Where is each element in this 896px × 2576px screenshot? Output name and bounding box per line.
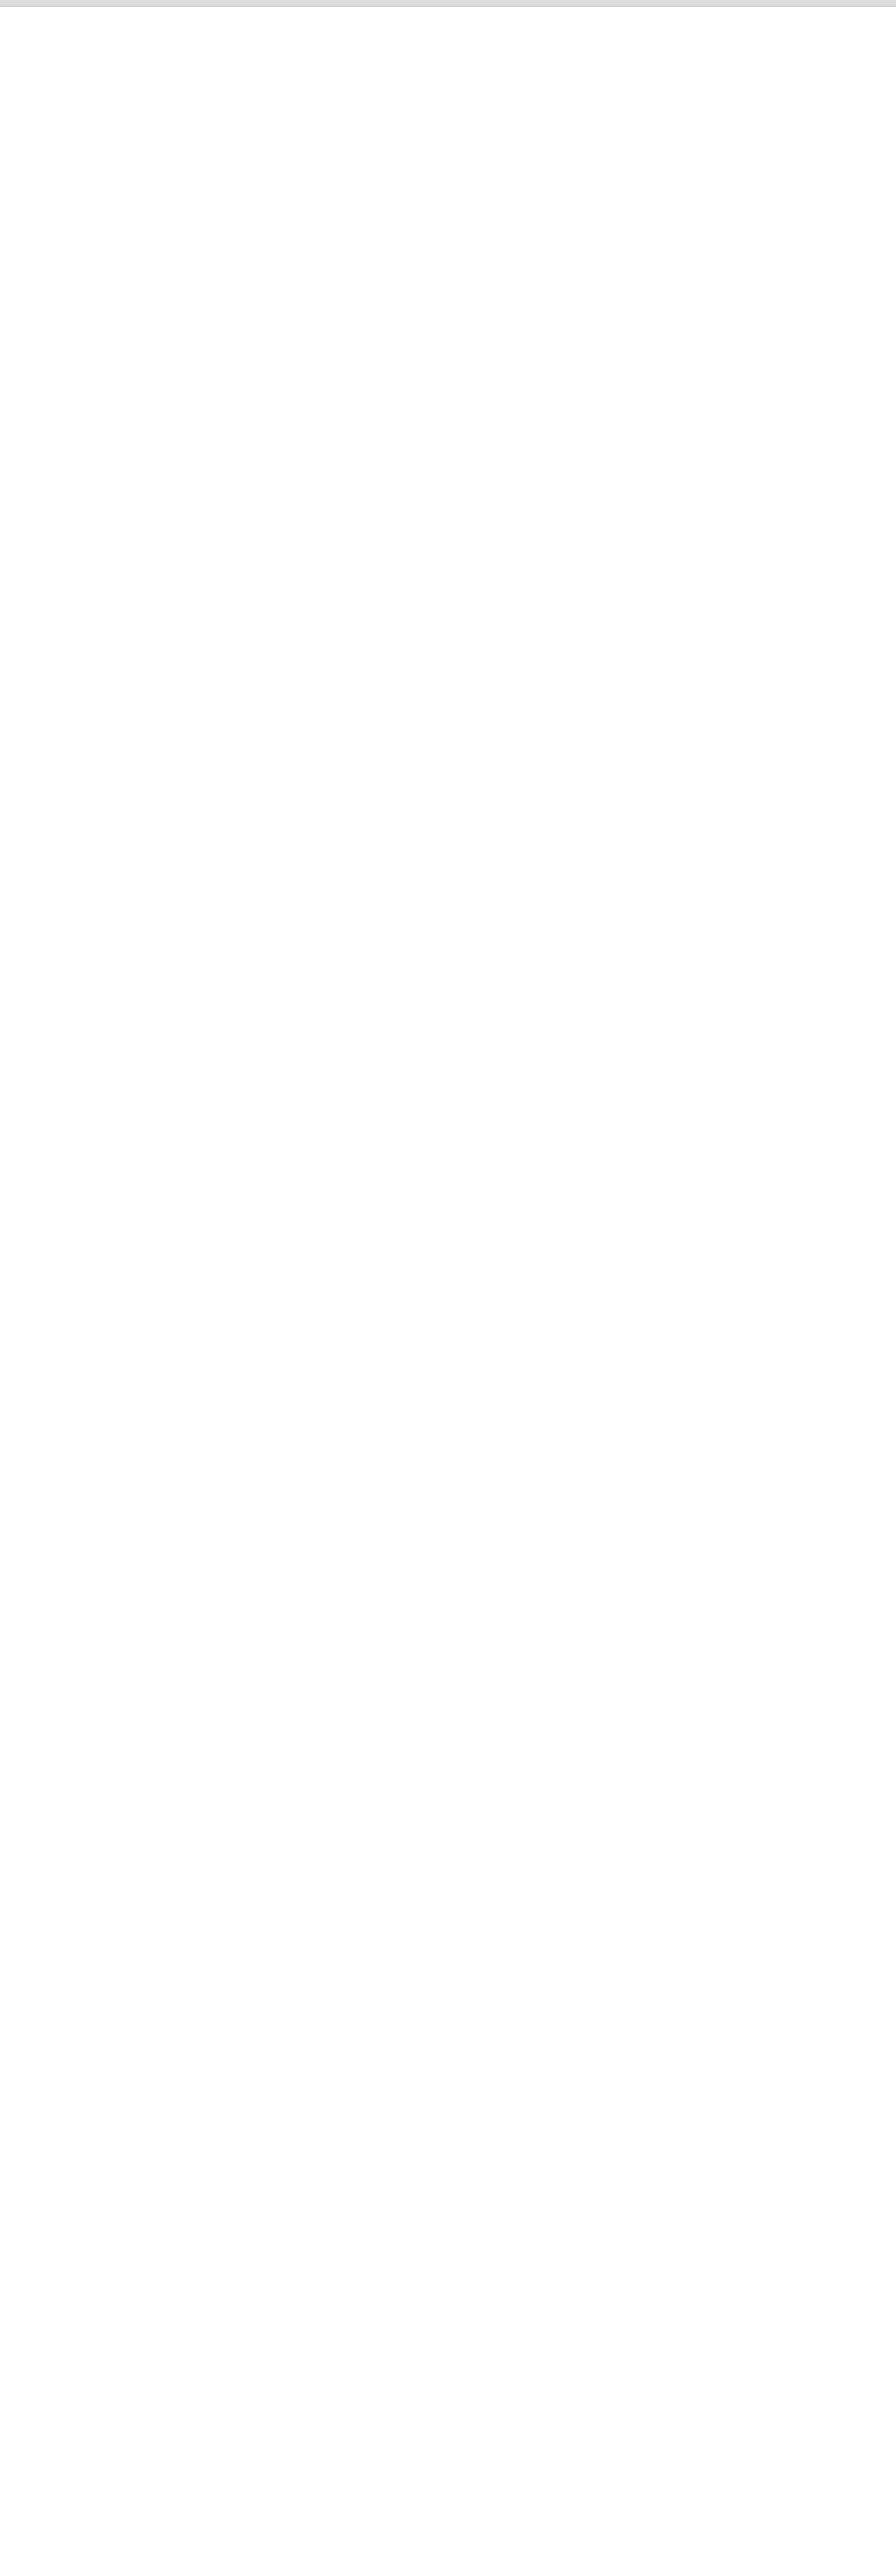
header-mechanism <box>272 0 841 7</box>
header-cancer-type <box>0 0 111 7</box>
table-header <box>0 0 896 7</box>
header-targets <box>111 0 272 7</box>
srebp1-cancer-table <box>0 0 896 7</box>
table-container <box>0 0 896 7</box>
header-refs <box>841 0 896 7</box>
header-row <box>0 0 896 7</box>
